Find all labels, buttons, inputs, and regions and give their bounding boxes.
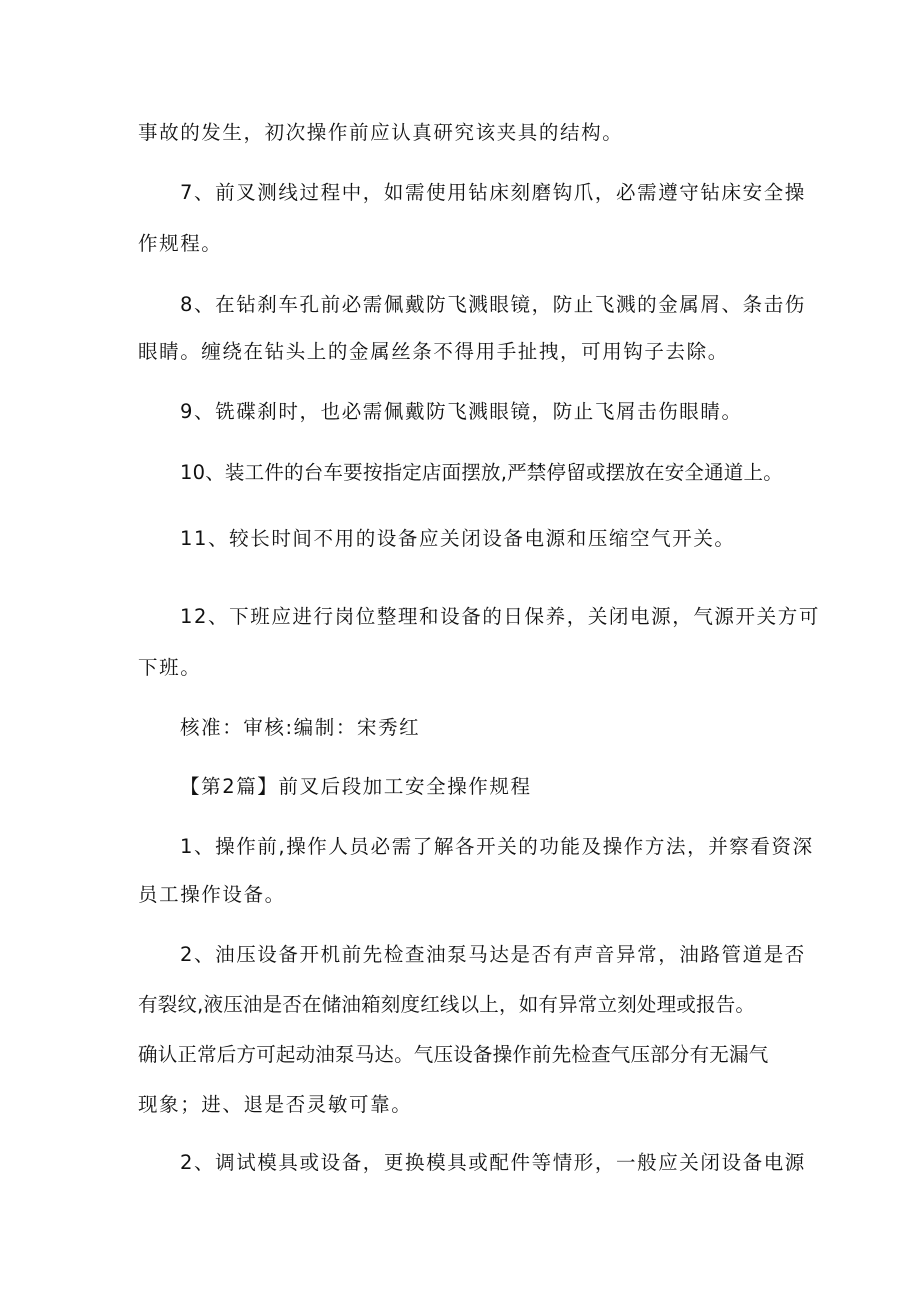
text-line: 眼睛。缠绕在钻头上的金属丝条不得用手扯拽，可用钩子去除。	[138, 340, 729, 363]
text-line: 下班。	[138, 656, 202, 679]
text-line: 有裂纹,液压油是否在储油箱刻度红线以上，如有异常立刻处理或报告。	[138, 993, 756, 1016]
text-line: 1、操作前,操作人员必需了解各开关的功能及操作方法，并察看资深	[180, 835, 814, 858]
text-line: 11、较长时间不用的设备应关闭设备电源和压缩空气开关。	[180, 527, 736, 550]
section-heading: 【第2篇】前叉后段加工安全操作规程	[180, 775, 532, 798]
text-line: 8、在钻刹车孔前必需佩戴防飞溅眼镜，防止飞溅的金属屑、条击伤	[180, 293, 806, 316]
text-line: 员工操作设备。	[138, 883, 286, 906]
text-line: 2、油压设备开机前先检查油泵马达是否有声音异常，油路管道是否	[180, 943, 806, 966]
text-line: 10、装工件的台车要按指定店面摆放,严禁停留或摆放在安全通道上。	[180, 461, 783, 484]
text-line: 确认正常后方可起动油泵马达。气压设备操作前先检查气压部分有无漏气	[138, 1043, 769, 1066]
text-line: 作规程。	[138, 232, 223, 255]
text-line: 9、铣碟刹时，也必需佩戴防飞溅眼镜，防止飞屑击伤眼睛。	[180, 400, 743, 423]
signature-line: 核准：审核:编制：宋秀红	[180, 716, 421, 739]
text-line: 12、下班应进行岗位整理和设备的日保养，关闭电源，气源开关方可	[180, 605, 820, 628]
text-line: 2、调试模具或设备，更换模具或配件等情形，一般应关闭设备电源	[180, 1151, 806, 1174]
text-line: 现象；进、退是否灵敏可靠。	[138, 1093, 413, 1116]
text-line: 事故的发生，初次操作前应认真研究该夹具的结构。	[138, 121, 624, 144]
text-line: 7、前叉测线过程中，如需使用钻床刻磨钩爪，必需遵守钻床安全操	[180, 181, 806, 204]
